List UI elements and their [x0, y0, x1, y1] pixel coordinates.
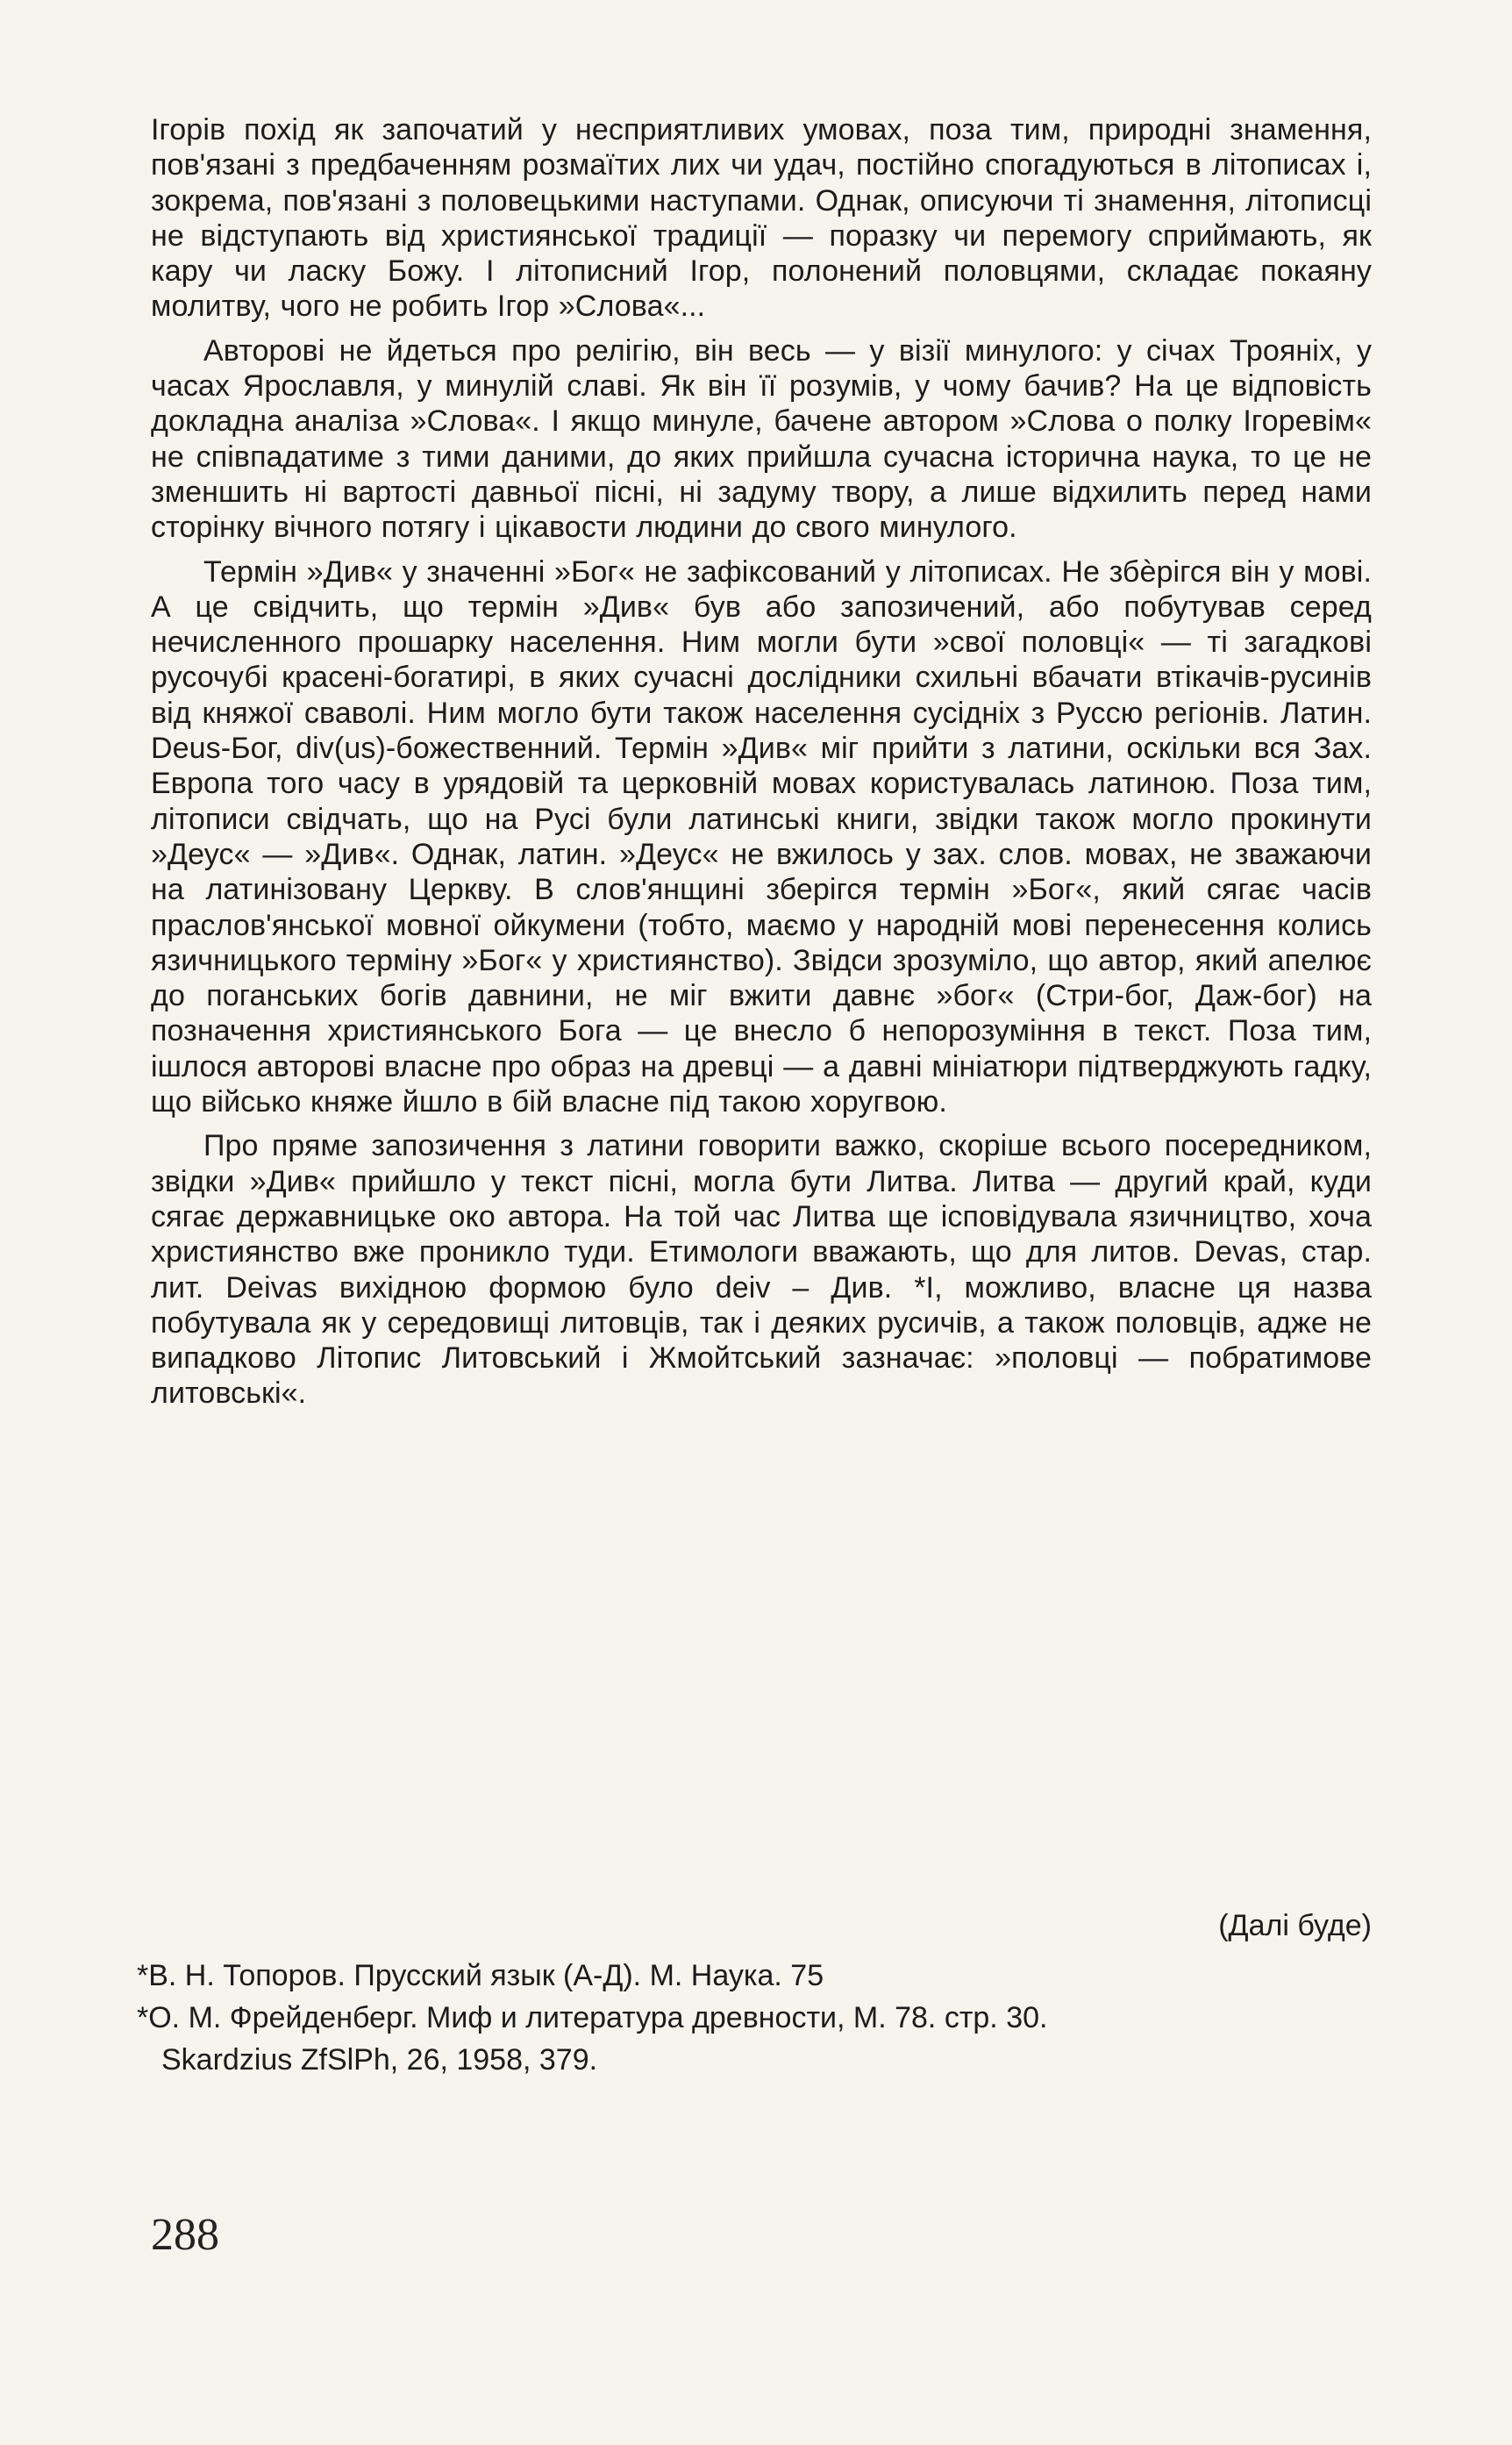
paragraph-4: Про пряме запозичення з латини говорити важко, скоріше всього посередником, звідки »Див« прийшло у текст пісні, могла бути Литва. Литва — другий край, куди сягає державницьке око автора. На той час Литва ще ісповідувала язичництво, хоча християнство вже проникло туди. Етимологи вважають, що для литов. Devas, стар. лит. Deivas вихідною формою було deiv – Див. *І, можливо, власне ця назва побутувала як у середовищі литовців, так і деяких русичів, а також половців, адже не випадково Літопис Литовський і Жмойтський зазначає: »половці — побратимове литовські«. — [151, 1129, 1372, 1411]
footnote-3: Skardzius ZfSlPh, 26, 1958, 379. — [161, 2043, 598, 2077]
paragraph-2: Авторові не йдеться про релігію, він весь — у візії минулого: у січах Трояніх, у часах Ярославля, у минулій славі. Як він її розумів, у чому бачив? На це відповість докладна аналіза »Слова«. І якщо минуле, бачене автором »Слова о полку Ігоревім« не співпадатиме з тими даними, до яких прийшла сучасна історична наука, то це не зменшить ні вартості давньої пісні, ні задуму твору, а лише відхилить перед нами сторінку вічного потягу і цікавости людини до свого минулого. — [151, 333, 1372, 545]
footnote-2: *О. М. Фрейденберг. Миф и литература древности, М. 78. стр. 30. — [137, 2001, 1048, 2034]
paragraph-3: Термін »Див« у значенні »Бог« не зафіксований у літописах. Не збѐрігся він у мові. А це свідчить, що термін »Див« був або запозичений, або побутував серед нечисленного прошарку населення. Ним могли бути »свої половці« — ті загадкові русочубі красені-богатирі, в яких сучасні дослідники схильні вбачати втікачів-русинів від княжої сваволі. Ним могло бути також населення сусідніх з Руссю регіонів. Латин. Deus-Бог, div(us)-божественний. Термін »Див« міг прийти з латини, оскільки вся Зах. Европа того часу в урядовій та церковній мовах користувалась латиною. Поза тим, літописи свідчать, що на Русі були латинські книги, звідки також могло прокинути »Деус« — »Див«. Однак, латин. »Деус« не вжилось у зах. слов. мовах, не зважаючи на латинізовану Церкву. В слов'янщині зберігся термін »Бог«, який сягає часів праслов'янської мовної ойкумени (тобто, маємо у народній мові перенесення колись язичницького терміну »Бог« у християнство). Звідси зрозуміло, що автор, який апелює до поганських богів давнини, не міг вжити давнє »бог« (Стри-бог, Даж-бог) на позначення християнського Бога — це внесло б непорозуміння в текст. Поза тим, ішлося авторові власне про образ на древці — а давні мініатюри підтверджують гадку, що військо княже йшло в бій власне під такою хоругвою. — [151, 554, 1372, 1119]
footnotes — [137, 1955, 1373, 2081]
paragraph-1: Ігорів похід як започатий у несприятливих умовах, поза тим, природні знамення, пов'язані з предбаченням розмаїтих лих чи удач, постійно спогадуються в літописах і, зокрема, пов'язані з половецькими наступами. Однак, описуючи ті знамення, літописці не відступають від християнської традиції — поразку чи перемогу сприймають, як кару чи ласку Божу. І літописний Ігор, полонений половцями, складає покаяну молитву, чого не робить Ігор »Слова«... — [151, 113, 1372, 324]
footnote-1: *В. Н. Топоров. Прусский язык (А-Д). М. Наука. 75 — [137, 1959, 824, 1992]
to-be-continued-note: (Далі буде) — [1218, 1909, 1372, 1942]
main-text — [151, 112, 1372, 1412]
page-number: 288 — [151, 2210, 219, 2260]
